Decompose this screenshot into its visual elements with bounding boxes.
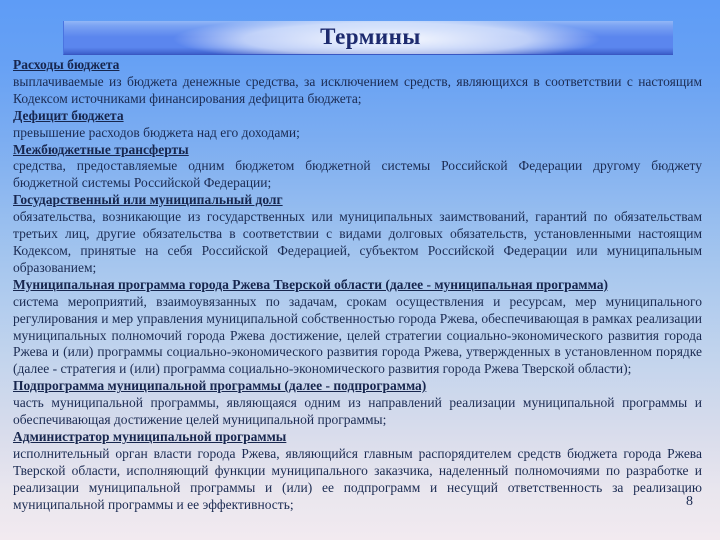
term-definition: превышение расходов бюджета над его доходами; bbox=[13, 124, 300, 140]
slide-title: Термины bbox=[320, 23, 421, 49]
term-name: Администратор муниципальной программы bbox=[13, 428, 287, 444]
term-name: Муниципальная программа города Ржева Тверской области (далее - муниципальная программа) bbox=[13, 276, 608, 292]
term-name: Расходы бюджета bbox=[13, 57, 120, 72]
term-definition: исполнительный орган власти города Ржева, являющийся главным распорядителем средств бюджета города Ржева Тверской области, исполняющий функции муниципального заказчика, наделенный полномочиями по разработке и реализации муниципальной программы и (или) ее подпрограмм и несущий ответственность за реализацию муниципальной программы и ее эффективность; bbox=[13, 445, 702, 512]
term-name: Межбюджетные трансферты bbox=[13, 141, 189, 157]
term-name: Государственный или муниципальный долг bbox=[13, 192, 283, 208]
term-name: Дефицит бюджета bbox=[13, 107, 124, 123]
term-block bbox=[13, 378, 702, 429]
term-block bbox=[13, 277, 702, 378]
term-block bbox=[13, 108, 702, 142]
term-block bbox=[13, 192, 702, 277]
page-number: 8 bbox=[686, 494, 693, 509]
term-definition: обязательства, возникающие из государственных или муниципальных заимствований, гарантий по обязательствам третьих лиц, другие обязательства в соответствии с видами долговых обязательств, установленными настоящим Кодексом, принятые на себя Российской Федерацией, субъектом Российской Федерации или муниципальным образованием; bbox=[13, 209, 702, 275]
term-definition: часть муниципальной программы, являющаяся одним из направлений реализации муниципальной программы и обеспечивающая достижение целей муниципальной программы; bbox=[13, 395, 702, 428]
title-banner bbox=[63, 21, 673, 55]
term-block bbox=[13, 142, 702, 193]
term-definition: выплачиваемые из бюджета денежные средства, за исключением средств, являющихся в соответствии с настоящим Кодексом источниками финансирования дефицита бюджета; bbox=[13, 73, 702, 106]
term-block bbox=[13, 57, 702, 108]
terms-list bbox=[13, 57, 702, 513]
term-definition: система мероприятий, взаимоувязанных по задачам, срокам осуществления и ресурсам, мер муниципального регулирования и мер управления муниципальной собственностью города Ржева, обеспечивающая в рамках реализации муниципальных полномочий города Ржева достижение, целей стратегии социально-экономического развития города Ржева и (или) программы социально-экономического развития города Ржева, утвержденных в установленном порядке (далее - стратегия и (или) программа социально-экономического развития города Ржева Тверской области); bbox=[13, 293, 702, 377]
term-definition: средства, предоставляемые одним бюджетом бюджетной системы Российской Федерации другому бюджету бюджетной системы Российской Федерации; bbox=[13, 158, 702, 191]
term-block bbox=[13, 429, 702, 514]
term-name: Подпрограмма муниципальной программы (далее - подпрограмма) bbox=[13, 378, 427, 394]
